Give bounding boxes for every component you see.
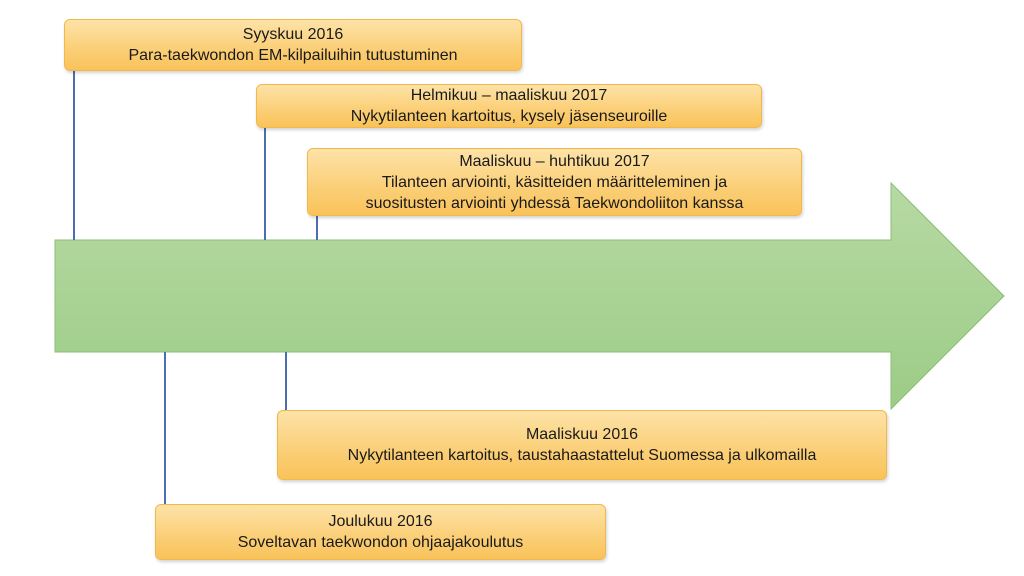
- event-date: Helmikuu – maaliskuu 2017: [410, 87, 608, 104]
- event-date: Maaliskuu – huhtikuu 2017: [459, 152, 650, 170]
- event-date: Joulukuu 2016: [328, 513, 433, 530]
- event-text: Soveltavan taekwondon ohjaajakoulutus: [237, 534, 524, 551]
- event-box-maaliskuu-huhtikuu-2017: [307, 148, 802, 216]
- event-text: Para-taekwondon EM-kilpailuihin tutustuminen: [128, 47, 458, 64]
- event-box-joulukuu-2016: [155, 504, 606, 560]
- event-text: Nykytilanteen kartoitus, kysely jäsenseuroille: [350, 108, 668, 125]
- event-text: Tilanteen arviointi, käsitteiden määritteleminen ja: [381, 173, 728, 191]
- event-box-maaliskuu-2016: [277, 410, 887, 480]
- event-date: Maaliskuu 2016: [525, 426, 639, 443]
- timeline-arrow: [55, 183, 1004, 409]
- event-box-helmikuu-maaliskuu-2017: [256, 84, 762, 128]
- event-date: Syyskuu 2016: [242, 26, 344, 43]
- event-text: Nykytilanteen kartoitus, taustahaastattelut Suomessa ja ulkomailla: [347, 447, 817, 464]
- event-box-syyskuu-2016: [64, 19, 522, 71]
- event-text: suositusten arviointi yhdessä Taekwondoliiton kanssa: [365, 194, 744, 212]
